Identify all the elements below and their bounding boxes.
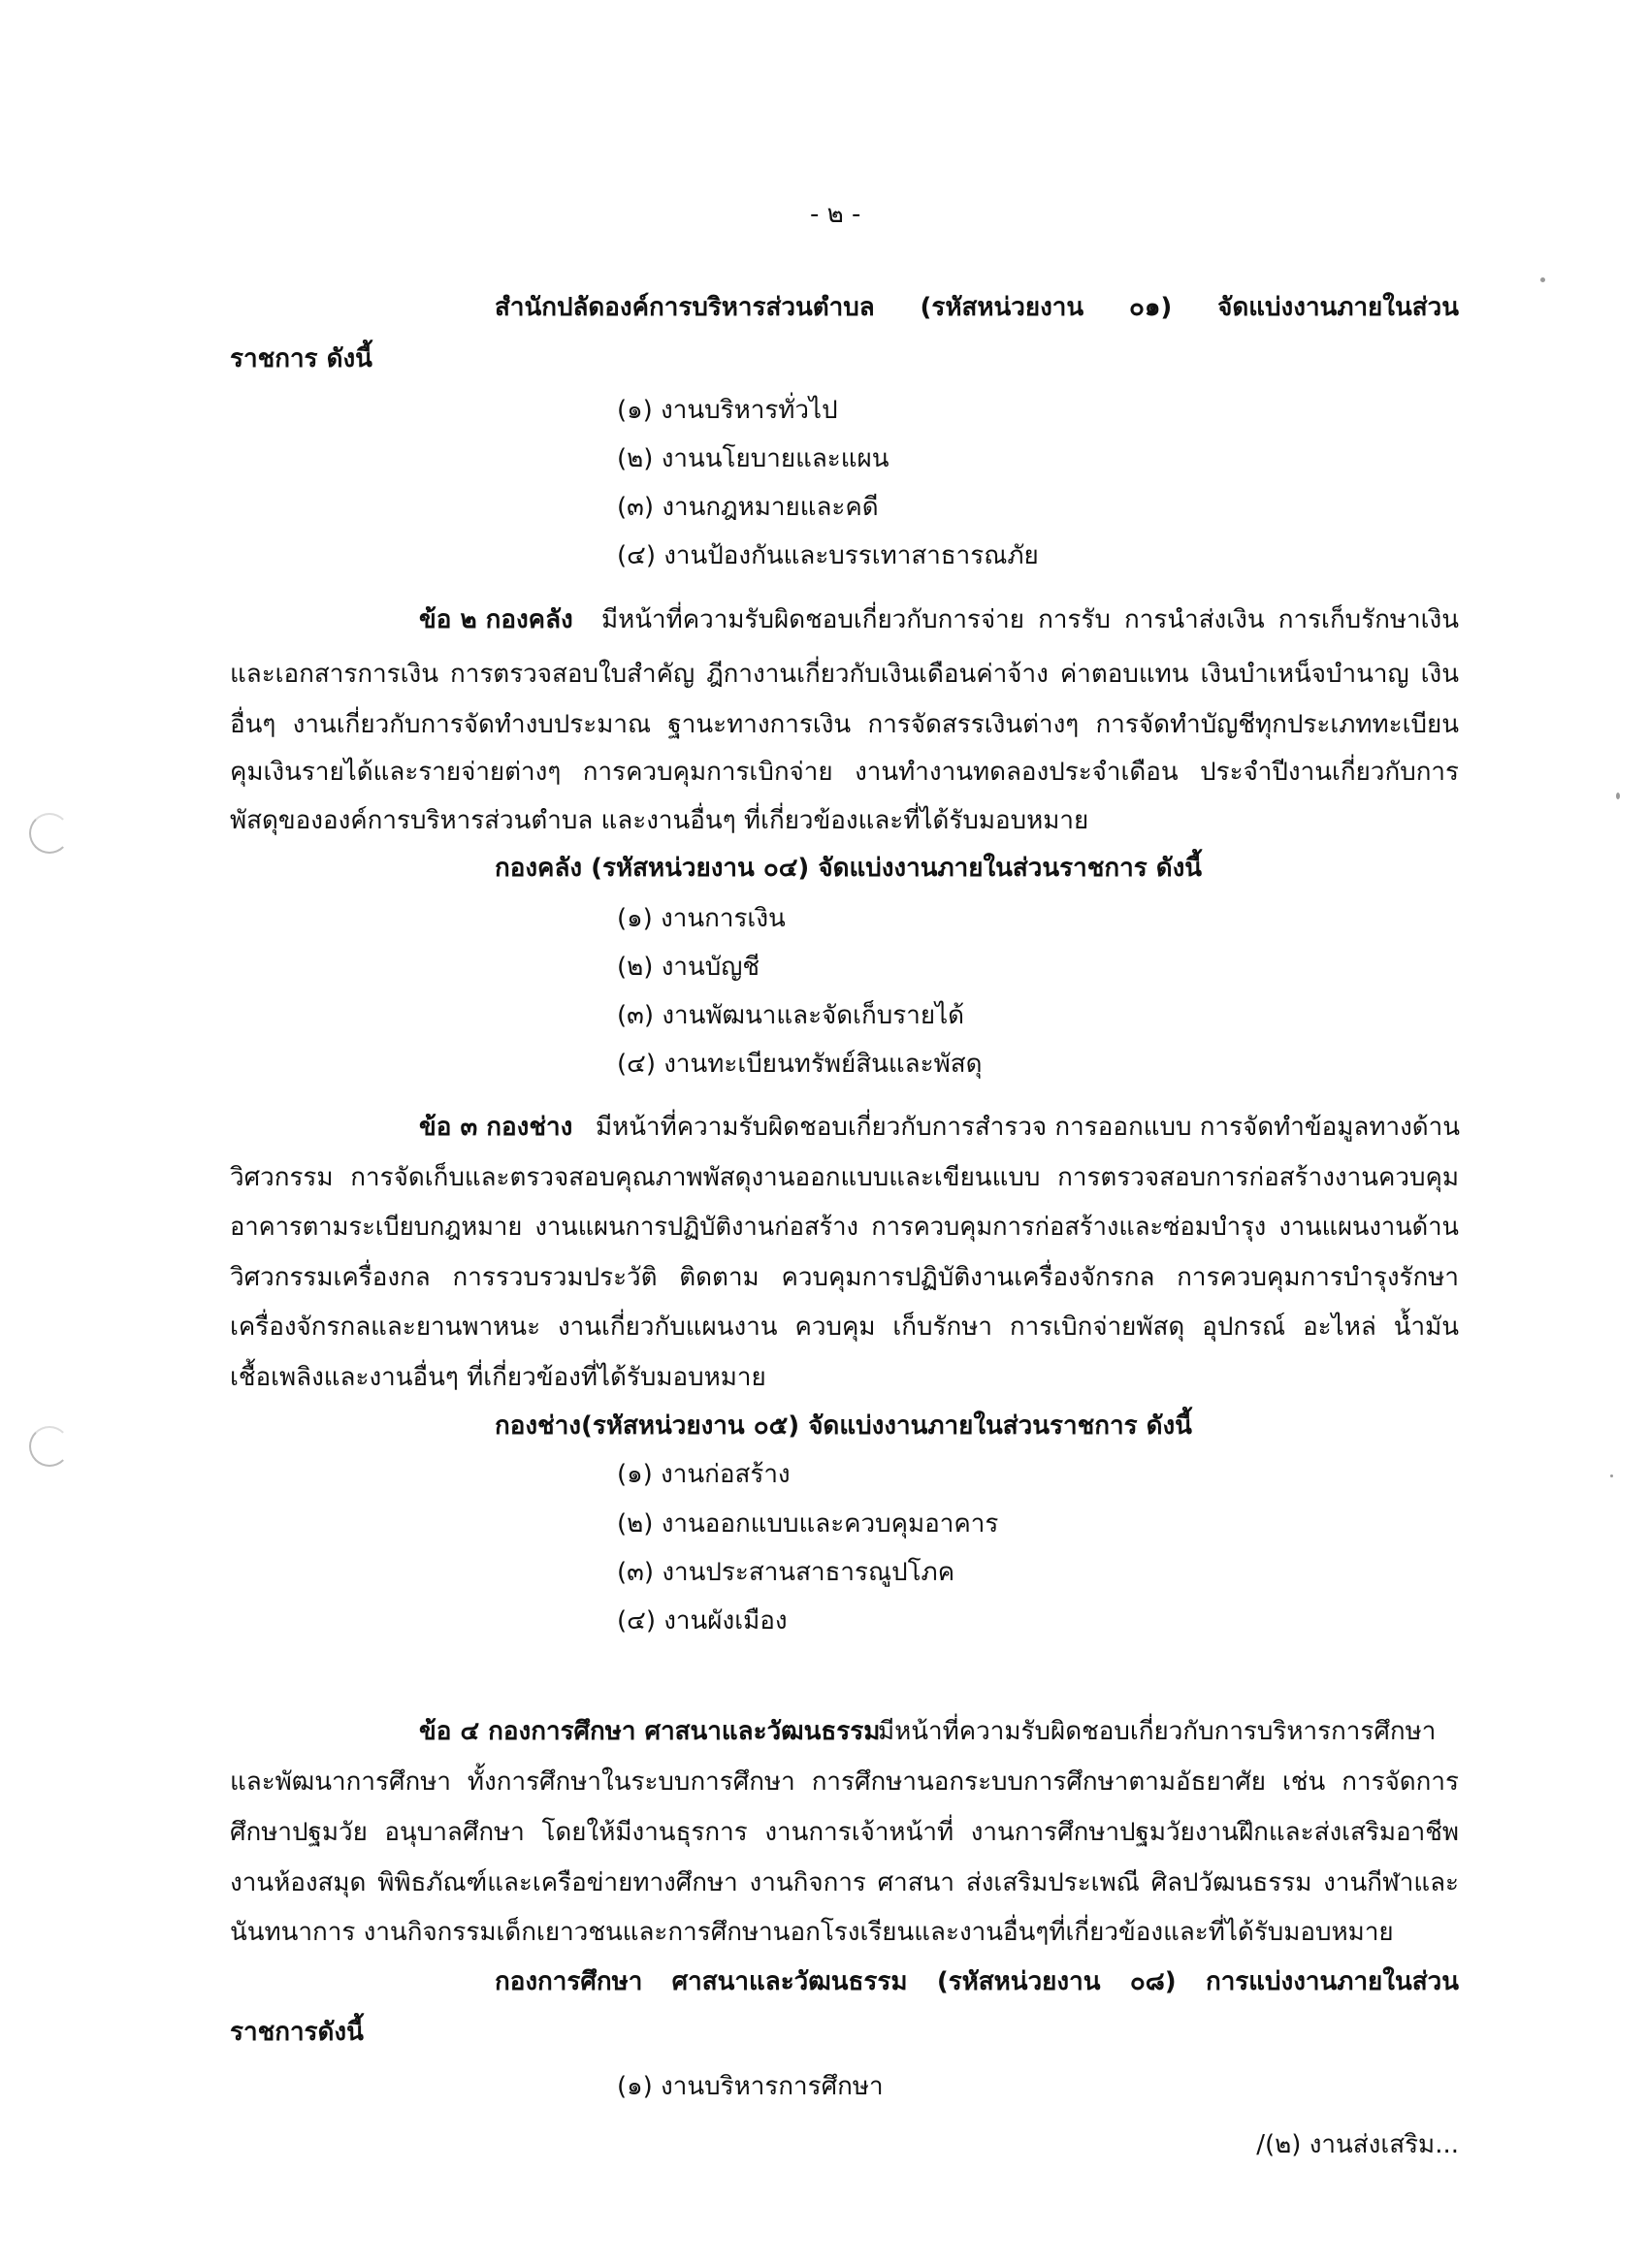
office-division-heading: สำนักปลัดองค์การบริหารส่วนตำบล (รหัสหน่วยงาน ๐๑) จัดแบ่งงานภายในส่วน [495,293,1459,322]
paragraph-line: อื่นๆ งานเกี่ยวกับการจัดทำงบประมาณ ฐานะทางการเงิน การจัดสรรเงินต่างๆ การจัดทำบัญชีทุกประเภททะเบียน [230,710,1459,739]
paragraph-line: อาคารตามระเบียบกฎหมาย งานแผนการปฏิบัติงานก่อสร้าง การควบคุมการก่อสร้างและซ่อมบำรุง งานแผนงานด้าน [230,1213,1459,1242]
scan-speck [1616,793,1620,799]
list-item: (๔) งานป้องกันและบรรเทาสาธารณภัย [617,541,1039,570]
list-item: (๒) งานบัญชี [617,953,760,982]
page-continuation: /(๒) งานส่งเสริม... [1256,2130,1459,2159]
punch-hole-mark [29,813,70,854]
paragraph-line: เชื้อเพลิงและงานอื่นๆ ที่เกี่ยวข้องที่ได้รับมอบหมาย [230,1363,766,1392]
clause-heading: ข้อ ๒ กองคลัง [419,605,573,634]
paragraph-line: งานห้องสมุด พิพิธภัณฑ์และเครือข่ายทางศึกษา งานกิจการ ศาสนา ส่งเสริมประเพณี ศิลปวัฒนธรรม งานกีฬาและ [230,1868,1459,1897]
punch-hole-mark [29,1426,70,1467]
clause-heading: ข้อ ๓ กองช่าง [419,1113,573,1142]
paragraph-line: ศึกษาปฐมวัย อนุบาลศึกษา โดยให้มีงานธุรการ งานการเจ้าหน้าที่ งานการศึกษาปฐมวัยงานฝึกและส่งเสริมอาชีพ [230,1818,1459,1847]
paragraph-line: นันทนาการ งานกิจกรรมเด็กเยาวชนและการศึกษานอกโรงเรียนและงานอื่นๆที่เกี่ยวข้องและที่ได้รับมอบหมาย [230,1918,1394,1947]
list-item: (๒) งานออกแบบและควบคุมอาคาร [617,1509,999,1539]
paragraph-line: มีหน้าที่ความรับผิดชอบเกี่ยวกับการบริหารการศึกษา [878,1717,1437,1746]
paragraph-line: มีหน้าที่ความรับผิดชอบเกี่ยวกับการจ่าย การรับ การนำส่งเงิน การเก็บรักษาเงิน [601,605,1459,634]
list-item: (๑) งานการเงิน [617,904,786,933]
paragraph-line: เครื่องจักรกลและยานพาหนะ งานเกี่ยวกับแผนงาน ควบคุม เก็บรักษา การเบิกจ่ายพัสดุ อุปกรณ์ อะไหล่ น้ำมัน [230,1312,1459,1342]
list-item: (๑) งานก่อสร้าง [617,1460,791,1489]
scan-speck [1610,1474,1613,1477]
list-item: (๒) งานนโยบายและแผน [617,444,889,473]
paragraph-line: และพัฒนาการศึกษา ทั้งการศึกษาในระบบการศึกษา การศึกษานอกระบบการศึกษาตามอัธยาศัย เช่น การจัดการ [230,1767,1459,1797]
page-number: - ๒ - [810,200,861,229]
list-item: (๔) งานผังเมือง [617,1606,788,1636]
list-item: (๑) งานบริหารทั่วไป [617,396,838,425]
list-item: (๑) งานบริหารการศึกษา [617,2072,884,2101]
paragraph-line: และเอกสารการเงิน การตรวจสอบใบสำคัญ ฎีกางานเกี่ยวกับเงินเดือนค่าจ้าง ค่าตอบแทน เงินบำเหน็จบำนาญ เงิน [230,660,1459,689]
paragraph-line: วิศวกรรม การจัดเก็บและตรวจสอบคุณภาพพัสดุงานออกแบบและเขียนแบบ การตรวจสอบการก่อสร้างงานควบคุม [230,1163,1459,1192]
division-subheading-cont: ราชการดังนี้ [230,2018,364,2047]
list-item: (๓) งานกฎหมายและคดี [617,493,879,522]
list-item: (๓) งานประสานสาธารณูปโภค [617,1558,955,1587]
office-division-heading-cont: ราชการ ดังนี้ [230,344,372,373]
paragraph-line: มีหน้าที่ความรับผิดชอบเกี่ยวกับการสำรวจ การออกแบบ การจัดทำข้อมูลทางด้าน [596,1113,1461,1142]
paragraph-line: วิศวกรรมเครื่องกล การรวบรวมประวัติ ติดตาม ควบคุมการปฏิบัติงานเครื่องจักรกล การควบคุมการบำรุงรักษา [230,1263,1459,1292]
list-item: (๓) งานพัฒนาและจัดเก็บรายได้ [617,1001,965,1030]
clause-heading: ข้อ ๔ กองการศึกษา ศาสนาและวัฒนธรรม [419,1717,881,1746]
scan-speck [1540,277,1545,282]
paragraph-line: คุมเงินรายได้และรายจ่ายต่างๆ การควบคุมการเบิกจ่าย งานทำงานทดลองประจำเดือน ประจำปีงานเกี่ยวกับการ [230,758,1459,787]
division-subheading: กองช่าง(รหัสหน่วยงาน ๐๕) จัดแบ่งงานภายในส่วนราชการ ดังนี้ [495,1411,1192,1441]
division-subheading: กองคลัง (รหัสหน่วยงาน ๐๔) จัดแบ่งงานภายในส่วนราชการ ดังนี้ [495,854,1203,883]
paragraph-line: พัสดุขององค์การบริหารส่วนตำบล และงานอื่นๆ ที่เกี่ยวข้องและที่ได้รับมอบหมาย [230,806,1089,835]
division-subheading: กองการศึกษา ศาสนาและวัฒนธรรม (รหัสหน่วยงาน ๐๘) การแบ่งงานภายในส่วน [495,1967,1459,1996]
list-item: (๔) งานทะเบียนทรัพย์สินและพัสดุ [617,1050,983,1079]
